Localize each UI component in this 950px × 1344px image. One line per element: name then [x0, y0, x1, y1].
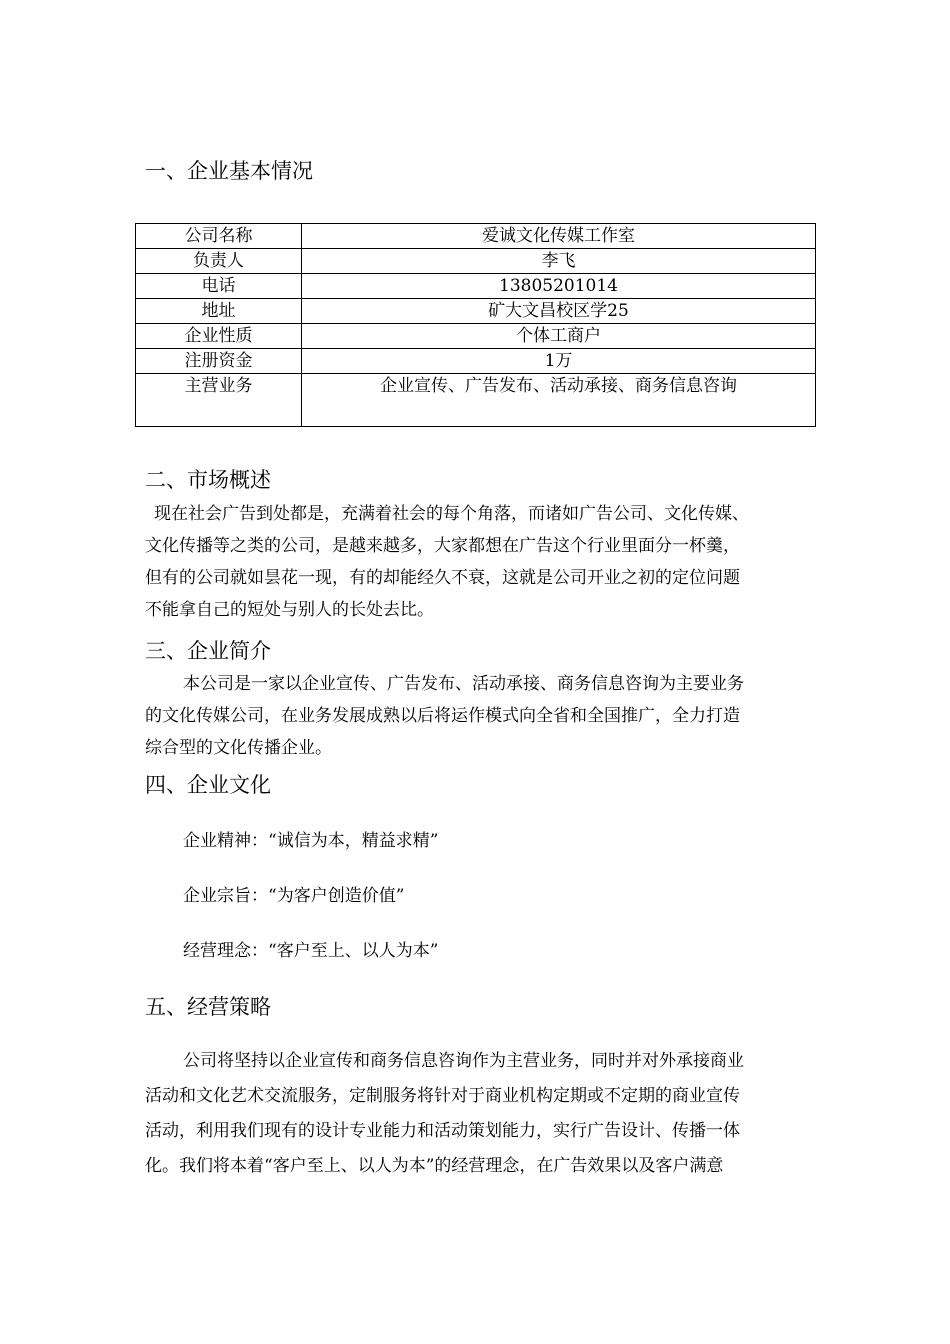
table-row [136, 299, 816, 324]
paragraph-line: 公司将坚持以企业宣传和商务信息咨询作为主营业务，同时并对外承接商业 [183, 1051, 744, 1071]
paragraph-line: 活动和文化艺术交流服务，定制服务将针对于商业机构定期或不定期的商业宣传 [145, 1086, 740, 1106]
row-label-owner: 负责人 [136, 249, 302, 274]
row-label-company-name: 公司名称 [136, 224, 302, 249]
row-value-address: 矿大文昌校区学25 [302, 299, 816, 324]
table-row [136, 349, 816, 374]
row-value-owner: 李飞 [302, 249, 816, 274]
paragraph-line: 但有的公司就如昙花一现，有的却能经久不衰，这就是公司开业之初的定位问题 [145, 568, 740, 588]
row-label-main-business: 主营业务 [136, 374, 302, 427]
paragraph-line: 现在社会广告到处都是，充满着社会的每个角落，而诸如广告公司、文化传媒、 [154, 504, 749, 524]
table-row [136, 249, 816, 274]
row-label-phone: 电话 [136, 274, 302, 299]
section-heading-strategy: 五、经营策略 [145, 995, 271, 1019]
row-value-business-type: 个体工商户 [302, 324, 816, 349]
intro-paragraph [145, 668, 810, 764]
paragraph-line: 活动，利用我们现有的设计专业能力和活动策划能力，实行广告设计、传播一体 [145, 1121, 740, 1141]
section-heading-basic-info: 一、企业基本情况 [145, 159, 313, 183]
row-label-capital: 注册资金 [136, 349, 302, 374]
section-heading-culture: 四、企业文化 [145, 773, 271, 797]
strategy-paragraph [145, 1045, 810, 1185]
row-value-phone: 13805201014 [302, 274, 816, 299]
culture-philosophy: 经营理念：“客户至上、以人为本” [183, 941, 439, 961]
section-heading-market: 二、市场概述 [145, 468, 271, 492]
row-label-address: 地址 [136, 299, 302, 324]
paragraph-line: 化。我们将本着“客户至上、以人为本”的经营理念，在广告效果以及客户满意 [145, 1156, 724, 1176]
table-row [136, 274, 816, 299]
company-info-table [135, 223, 816, 427]
culture-purpose: 企业宗旨：“为客户创造价值” [183, 886, 405, 906]
table-row [136, 374, 816, 427]
row-value-capital: 1万 [302, 349, 816, 374]
row-label-business-type: 企业性质 [136, 324, 302, 349]
row-value-company-name: 爱诚文化传媒工作室 [302, 224, 816, 249]
paragraph-line: 文化传播等之类的公司，是越来越多，大家都想在广告这个行业里面分一杯羹， [145, 536, 740, 556]
paragraph-line: 不能拿自己的短处与别人的长处去比。 [145, 600, 434, 620]
table-row [136, 324, 816, 349]
paragraph-line: 综合型的文化传播企业。 [145, 738, 332, 758]
paragraph-line: 本公司是一家以企业宣传、广告发布、活动承接、商务信息咨询为主要业务 [183, 674, 744, 694]
culture-spirit: 企业精神：“诚信为本，精益求精” [183, 831, 439, 851]
paragraph-line: 的文化传媒公司，在业务发展成熟以后将运作模式向全省和全国推广，全力打造 [145, 706, 740, 726]
market-paragraph [145, 498, 810, 626]
table-row [136, 224, 816, 249]
section-heading-intro: 三、企业简介 [145, 639, 271, 663]
row-value-main-business: 企业宣传、广告发布、活动承接、商务信息咨询 [302, 374, 816, 427]
